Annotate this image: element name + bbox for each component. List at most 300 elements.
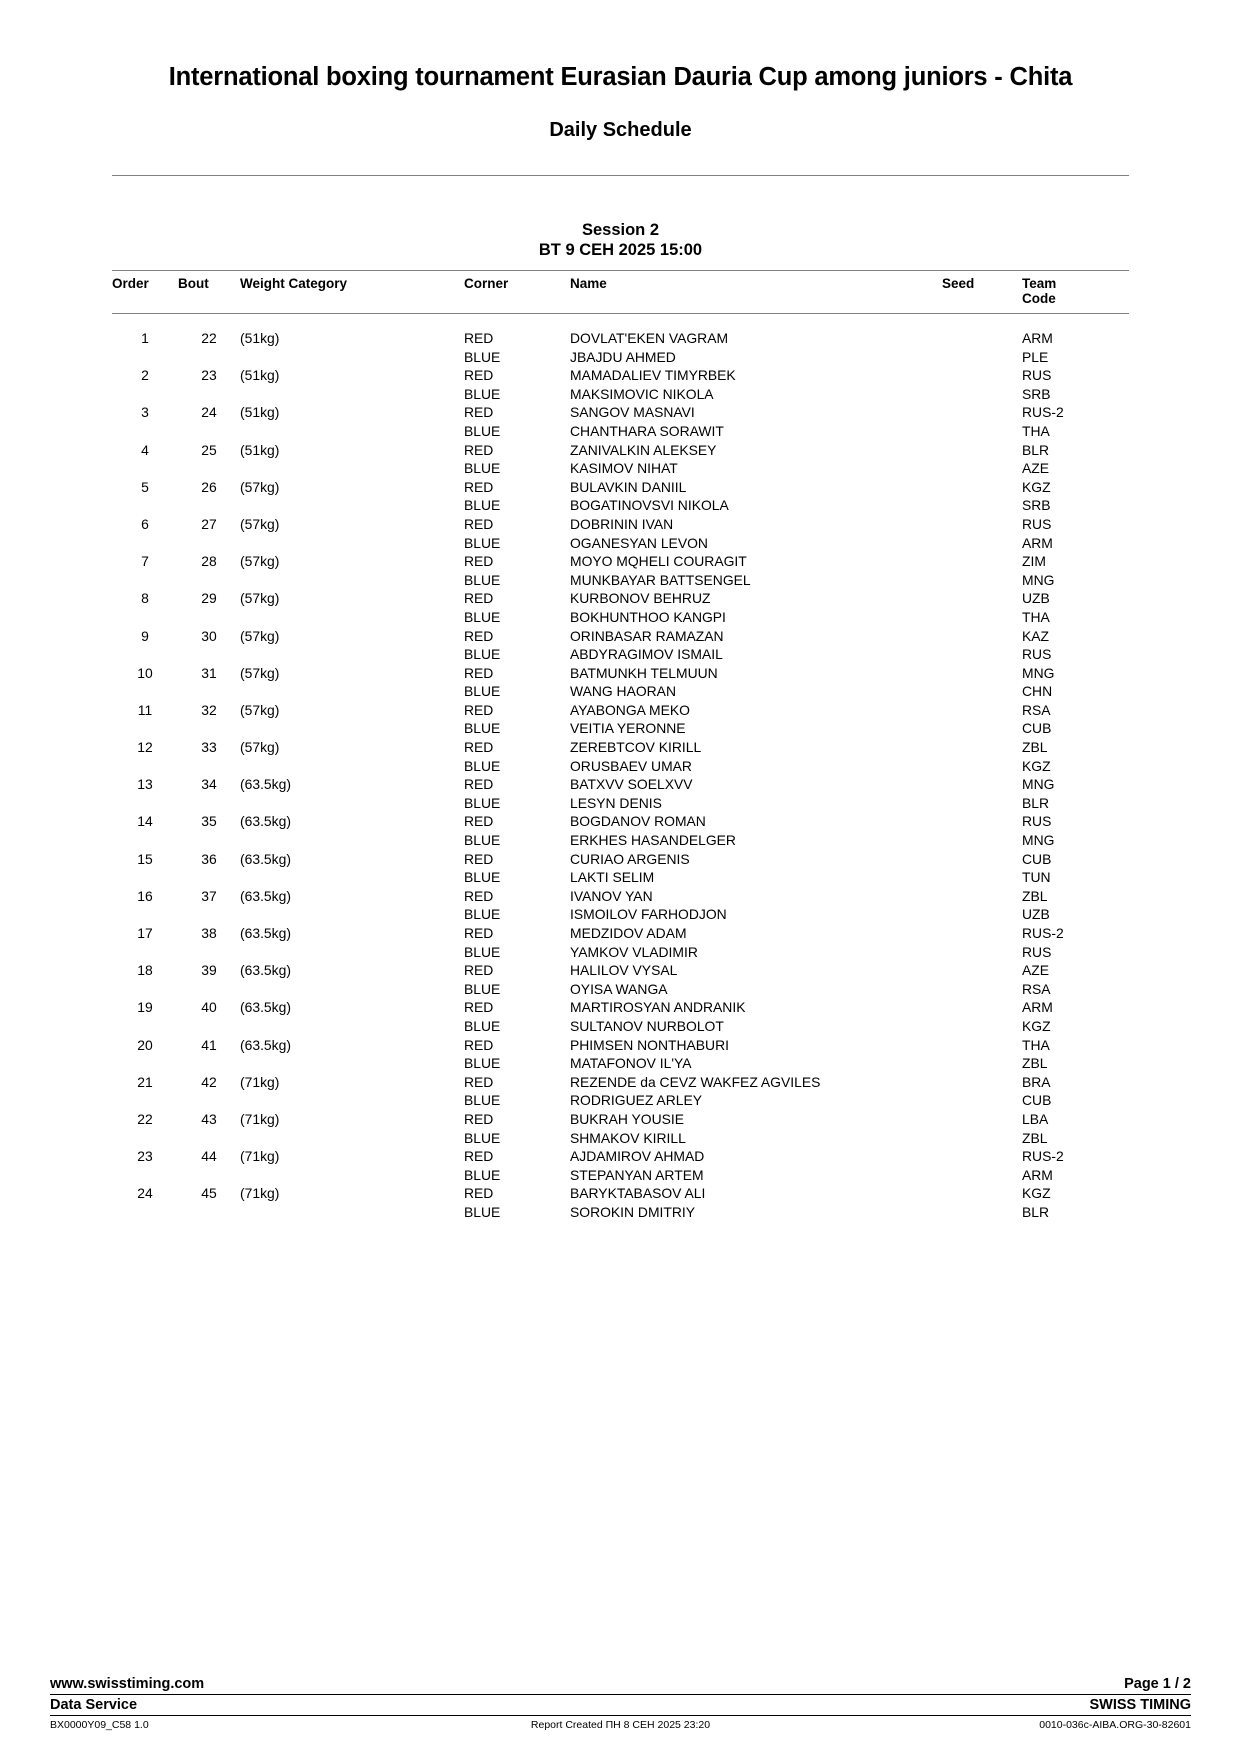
cell-team-code-blue: RSA	[1022, 980, 1051, 997]
cell-name-blue: RODRIGUEZ ARLEY	[570, 1092, 702, 1109]
cell-bout-red: 32	[201, 701, 217, 718]
cell-name	[570, 515, 942, 552]
cell-bout	[178, 664, 240, 701]
cell-name-blue: YAMKOV VLADIMIR	[570, 943, 698, 960]
cell-corner-red: RED	[464, 739, 494, 756]
cell-team-code-blue: RUS	[1022, 943, 1052, 960]
cell-weight-category	[240, 850, 464, 887]
cell-weight-category	[240, 812, 464, 849]
cell-seed	[942, 515, 1022, 552]
cell-corner	[464, 738, 570, 775]
cell-weight-category-red: (71kg)	[240, 1185, 280, 1202]
cell-corner-blue: BLUE	[464, 906, 501, 923]
cell-corner-blue: BLUE	[464, 1017, 501, 1034]
cell-weight-category	[240, 403, 464, 440]
cell-seed	[942, 1184, 1022, 1221]
cell-order	[112, 664, 178, 701]
cell-bout-red: 29	[201, 590, 217, 607]
cell-team-code	[1022, 1073, 1129, 1110]
footer-page-number: Page 1 / 2	[1124, 1676, 1191, 1692]
cell-name-red: KURBONOV BEHRUZ	[570, 590, 711, 607]
cell-weight-category	[240, 738, 464, 775]
table-row	[112, 515, 1129, 552]
table-row	[112, 998, 1129, 1035]
cell-name	[570, 366, 942, 403]
cell-seed	[942, 552, 1022, 589]
cell-bout-red: 43	[201, 1110, 217, 1127]
cell-corner	[464, 589, 570, 626]
cell-name-blue: BOGATINOVSVI NIKOLA	[570, 497, 729, 514]
cell-corner	[464, 701, 570, 738]
cell-order-red: 1	[141, 330, 149, 346]
cell-team-code-blue: AZE	[1022, 460, 1050, 477]
cell-order-red: 2	[141, 367, 149, 384]
cell-name-blue: WANG HAORAN	[570, 683, 676, 700]
cell-name-blue: ISMOILOV FARHODJON	[570, 906, 727, 923]
cell-corner-red: RED	[464, 330, 494, 346]
table-row	[112, 961, 1129, 998]
cell-bout	[178, 627, 240, 664]
cell-corner	[464, 1073, 570, 1110]
cell-order-red: 21	[137, 1073, 153, 1090]
cell-weight-category	[240, 664, 464, 701]
table-row	[112, 366, 1129, 403]
cell-team-code-blue: THA	[1022, 422, 1050, 439]
cell-order	[112, 924, 178, 961]
cell-weight-category	[240, 627, 464, 664]
cell-team-code-red: RUS-2	[1022, 404, 1064, 421]
cell-bout-red: 42	[201, 1073, 217, 1090]
cell-name	[570, 812, 942, 849]
cell-weight-category-red: (71kg)	[240, 1148, 280, 1165]
cell-name-red: BATMUNKH TELMUUN	[570, 664, 718, 681]
footer-report-created: Report Created ПН 8 СЕН 2025 23:20	[530, 1719, 711, 1731]
cell-weight-category	[240, 441, 464, 478]
cell-corner-red: RED	[464, 1036, 494, 1053]
cell-order	[112, 961, 178, 998]
cell-name-blue: JBAJDU AHMED	[570, 348, 676, 365]
cell-team-code	[1022, 1184, 1129, 1221]
cell-weight-category-red: (63.5kg)	[240, 962, 291, 979]
cell-order	[112, 478, 178, 515]
cell-name-red: BATXVV SOELXVV	[570, 776, 693, 793]
cell-weight-category-red: (57kg)	[240, 478, 280, 495]
cell-order-red: 23	[137, 1148, 153, 1165]
session-datetime: BT 9 СЕН 2025 15:00	[538, 241, 703, 259]
cell-name	[570, 478, 942, 515]
cell-seed	[942, 961, 1022, 998]
cell-bout-red: 27	[201, 515, 217, 532]
cell-weight-category-red: (63.5kg)	[240, 813, 291, 830]
cell-bout	[178, 812, 240, 849]
cell-seed	[942, 441, 1022, 478]
table-row	[112, 1147, 1129, 1184]
cell-team-code	[1022, 314, 1129, 367]
cell-corner-red: RED	[464, 553, 494, 570]
cell-name	[570, 627, 942, 664]
column-header-name: Name	[570, 271, 942, 314]
cell-order	[112, 701, 178, 738]
cell-team-code-blue: UZB	[1022, 906, 1050, 923]
cell-order-red: 24	[137, 1185, 153, 1202]
table-row	[112, 850, 1129, 887]
cell-name-blue: LAKTI SELIM	[570, 869, 655, 886]
cell-corner-red: RED	[464, 850, 494, 867]
cell-corner-red: RED	[464, 590, 494, 607]
cell-name	[570, 314, 942, 367]
cell-name	[570, 441, 942, 478]
cell-order-red: 14	[137, 813, 153, 830]
cell-seed	[942, 1073, 1022, 1110]
cell-team-code-red: KGZ	[1022, 1185, 1051, 1202]
cell-weight-category-red: (57kg)	[240, 739, 280, 756]
cell-bout-red: 35	[201, 813, 217, 830]
cell-bout	[178, 441, 240, 478]
cell-team-code-red: BLR	[1022, 441, 1050, 458]
cell-weight-category	[240, 1184, 464, 1221]
cell-corner	[464, 812, 570, 849]
table-body	[112, 314, 1129, 1222]
cell-order-red: 18	[137, 962, 153, 979]
cell-name-blue: KASIMOV NIHAT	[570, 460, 678, 477]
cell-order-red: 9	[141, 627, 149, 644]
column-header-corner: Corner	[464, 271, 570, 314]
cell-team-code	[1022, 552, 1129, 589]
cell-corner-red: RED	[464, 1185, 494, 1202]
cell-corner-red: RED	[464, 813, 494, 830]
cell-order-red: 20	[137, 1036, 153, 1053]
cell-corner-red: RED	[464, 367, 494, 384]
cell-seed-blue	[942, 1054, 1022, 1073]
cell-team-code-red: AZE	[1022, 962, 1050, 979]
cell-seed-blue	[942, 1091, 1022, 1110]
cell-corner-blue: BLUE	[464, 1092, 501, 1109]
cell-corner	[464, 887, 570, 924]
cell-team-code-red: ZIM	[1022, 553, 1046, 570]
cell-bout	[178, 1184, 240, 1221]
cell-order	[112, 441, 178, 478]
cell-name-red: BULAVKIN DANIIL	[570, 478, 687, 495]
cell-corner-red: RED	[464, 887, 494, 904]
cell-seed	[942, 998, 1022, 1035]
cell-corner-blue: BLUE	[464, 720, 501, 737]
cell-bout	[178, 850, 240, 887]
cell-corner-red: RED	[464, 664, 494, 681]
cell-team-code-red: ZBL	[1022, 887, 1048, 904]
cell-corner-blue: BLUE	[464, 683, 501, 700]
cell-seed-blue	[942, 943, 1022, 962]
cell-order-red: 17	[137, 925, 153, 941]
cell-corner-red: RED	[464, 1110, 494, 1127]
cell-name	[570, 998, 942, 1035]
cell-weight-category	[240, 1110, 464, 1147]
cell-bout	[178, 403, 240, 440]
cell-weight-category-red: (57kg)	[240, 515, 280, 532]
cell-weight-category	[240, 924, 464, 961]
cell-order-red: 16	[137, 887, 153, 904]
cell-name-blue: ORUSBAEV UMAR	[570, 757, 692, 774]
cell-name	[570, 589, 942, 626]
cell-seed-blue	[942, 868, 1022, 887]
cell-name	[570, 1110, 942, 1147]
header-divider	[112, 175, 1129, 176]
cell-order-red: 6	[141, 515, 149, 532]
cell-order	[112, 366, 178, 403]
cell-corner-red: RED	[464, 925, 494, 941]
cell-weight-category	[240, 1147, 464, 1184]
column-header-team-code-line2: Code	[1022, 291, 1056, 306]
cell-corner-blue: BLUE	[464, 497, 501, 514]
cell-weight-category	[240, 552, 464, 589]
cell-order-red: 12	[137, 739, 153, 756]
cell-bout-red: 38	[201, 925, 217, 941]
cell-order	[112, 850, 178, 887]
cell-team-code-blue: TUN	[1022, 869, 1051, 886]
cell-seed-blue	[942, 905, 1022, 924]
cell-order-red: 8	[141, 590, 149, 607]
cell-corner-blue: BLUE	[464, 943, 501, 960]
cell-bout-red: 31	[201, 664, 217, 681]
cell-bout-red: 33	[201, 739, 217, 756]
cell-weight-category	[240, 998, 464, 1035]
cell-weight-category-red: (51kg)	[240, 404, 280, 421]
cell-corner-blue: BLUE	[464, 460, 501, 477]
cell-team-code-red: ARM	[1022, 330, 1053, 346]
cell-team-code-blue: PLE	[1022, 348, 1049, 365]
cell-weight-category-red: (63.5kg)	[240, 850, 291, 867]
cell-corner-blue: BLUE	[464, 1055, 501, 1072]
cell-name-blue: LESYN DENIS	[570, 794, 662, 811]
cell-corner	[464, 1147, 570, 1184]
cell-bout-red: 30	[201, 627, 217, 644]
table-row	[112, 1184, 1129, 1221]
cell-weight-category	[240, 589, 464, 626]
cell-order-red: 13	[137, 776, 153, 793]
cell-name-blue: SULTANOV NURBOLOT	[570, 1017, 724, 1034]
cell-bout-red: 22	[201, 330, 217, 346]
table-row	[112, 1036, 1129, 1073]
cell-name-red: BOGDANOV ROMAN	[570, 813, 706, 830]
table-header	[112, 271, 1129, 314]
cell-seed-blue	[942, 348, 1022, 367]
cell-seed	[942, 738, 1022, 775]
cell-team-code-red: RUS	[1022, 515, 1052, 532]
cell-name-blue: BOKHUNTHOO KANGPI	[570, 608, 726, 625]
page-footer	[50, 1676, 1191, 1731]
cell-name	[570, 1073, 942, 1110]
table-row	[112, 664, 1129, 701]
cell-order	[112, 314, 178, 367]
cell-team-code-red: RUS	[1022, 367, 1052, 384]
cell-bout-red: 28	[201, 553, 217, 570]
cell-seed-blue	[942, 794, 1022, 813]
cell-name-red: ZEREBTCOV KIRILL	[570, 739, 702, 756]
cell-team-code-blue: MNG	[1022, 571, 1055, 588]
cell-order	[112, 589, 178, 626]
cell-bout	[178, 924, 240, 961]
cell-corner-red: RED	[464, 776, 494, 793]
cell-seed	[942, 924, 1022, 961]
cell-name-red: IVANOV YAN	[570, 887, 653, 904]
cell-corner-blue: BLUE	[464, 869, 501, 886]
cell-order	[112, 812, 178, 849]
cell-team-code	[1022, 478, 1129, 515]
cell-team-code-blue: MNG	[1022, 832, 1055, 849]
session-block	[0, 220, 1241, 261]
table-header-row	[112, 271, 1129, 314]
cell-corner-red: RED	[464, 627, 494, 644]
cell-team-code	[1022, 924, 1129, 961]
cell-team-code-blue: BLR	[1022, 794, 1050, 811]
cell-name-red: DOBRININ IVAN	[570, 515, 674, 532]
cell-team-code	[1022, 812, 1129, 849]
footer-document-id: 0010-036c-AIBA.ORG-30-82601	[1039, 1719, 1191, 1731]
cell-bout	[178, 998, 240, 1035]
cell-weight-category-red: (63.5kg)	[240, 1036, 291, 1053]
cell-corner-red: RED	[464, 1073, 494, 1090]
cell-bout	[178, 887, 240, 924]
cell-name	[570, 701, 942, 738]
cell-corner-red: RED	[464, 478, 494, 495]
cell-seed-blue	[942, 459, 1022, 478]
cell-bout-red: 45	[201, 1185, 217, 1202]
cell-team-code-red: ARM	[1022, 999, 1053, 1016]
cell-bout-red: 25	[201, 441, 217, 458]
cell-weight-category-red: (57kg)	[240, 553, 280, 570]
cell-order-red: 15	[137, 850, 153, 867]
cell-seed	[942, 1110, 1022, 1147]
cell-name-red: CURIAO ARGENIS	[570, 850, 690, 867]
cell-name-red: PHIMSEN NONTHABURI	[570, 1036, 729, 1053]
cell-corner	[464, 1184, 570, 1221]
table-row	[112, 627, 1129, 664]
cell-corner-red: RED	[464, 515, 494, 532]
cell-name	[570, 961, 942, 998]
cell-seed-blue	[942, 422, 1022, 441]
cell-bout	[178, 775, 240, 812]
cell-team-code	[1022, 441, 1129, 478]
cell-corner-blue: BLUE	[464, 1203, 501, 1220]
cell-name	[570, 850, 942, 887]
cell-team-code	[1022, 738, 1129, 775]
cell-weight-category	[240, 1036, 464, 1073]
cell-corner-blue: BLUE	[464, 348, 501, 365]
cell-bout-red: 26	[201, 478, 217, 495]
cell-seed	[942, 478, 1022, 515]
cell-name-blue: ABDYRAGIMOV ISMAIL	[570, 646, 723, 663]
cell-corner	[464, 515, 570, 552]
cell-bout	[178, 701, 240, 738]
cell-bout-red: 36	[201, 850, 217, 867]
cell-bout	[178, 478, 240, 515]
cell-corner	[464, 1036, 570, 1073]
footer-middle-row	[50, 1695, 1191, 1715]
cell-name-blue: STEPANYAN ARTEM	[570, 1166, 704, 1183]
cell-order	[112, 1036, 178, 1073]
cell-corner	[464, 441, 570, 478]
cell-name	[570, 924, 942, 961]
cell-weight-category-red: (57kg)	[240, 701, 280, 718]
cell-bout	[178, 314, 240, 367]
cell-seed	[942, 775, 1022, 812]
cell-team-code-red: KGZ	[1022, 478, 1051, 495]
cell-name	[570, 738, 942, 775]
cell-seed	[942, 627, 1022, 664]
cell-corner	[464, 775, 570, 812]
cell-order	[112, 1073, 178, 1110]
cell-team-code	[1022, 366, 1129, 403]
cell-seed	[942, 1147, 1022, 1184]
cell-bout-red: 37	[201, 887, 217, 904]
cell-name-red: HALILOV VYSAL	[570, 962, 678, 979]
cell-order	[112, 552, 178, 589]
footer-report-code: BX0000Y09_C58 1.0	[50, 1719, 149, 1731]
cell-corner-blue: BLUE	[464, 794, 501, 811]
cell-corner	[464, 478, 570, 515]
cell-weight-category-red: (51kg)	[240, 367, 280, 384]
cell-corner-blue: BLUE	[464, 646, 501, 663]
cell-team-code-blue: CUB	[1022, 720, 1052, 737]
cell-team-code	[1022, 961, 1129, 998]
column-header-weight-category: Weight Category	[240, 271, 464, 314]
cell-team-code	[1022, 1147, 1129, 1184]
cell-seed	[942, 366, 1022, 403]
cell-seed-blue	[942, 534, 1022, 553]
cell-name-blue: MATAFONOV IL'YA	[570, 1055, 692, 1072]
cell-seed	[942, 701, 1022, 738]
cell-name-blue: VEITIA YERONNE	[570, 720, 686, 737]
cell-seed-blue	[942, 831, 1022, 850]
cell-name-red: MOYO MQHELI COURAGIT	[570, 553, 747, 570]
page-subtitle: Daily Schedule	[549, 119, 692, 141]
cell-bout-red: 39	[201, 962, 217, 979]
cell-weight-category-red: (63.5kg)	[240, 887, 291, 904]
cell-team-code	[1022, 701, 1129, 738]
cell-seed-blue	[942, 1166, 1022, 1185]
cell-bout	[178, 1073, 240, 1110]
table-row	[112, 478, 1129, 515]
cell-weight-category	[240, 478, 464, 515]
cell-name	[570, 1036, 942, 1073]
cell-name-red: BARYKTABASOV ALI	[570, 1185, 706, 1202]
cell-corner-red: RED	[464, 404, 494, 421]
cell-weight-category	[240, 775, 464, 812]
cell-weight-category-red: (51kg)	[240, 330, 280, 346]
cell-name-red: MEDZIDOV ADAM	[570, 925, 687, 941]
cell-name-red: MARTIROSYAN ANDRANIK	[570, 999, 746, 1016]
table-row	[112, 924, 1129, 961]
cell-name-blue: MUNKBAYAR BATTSENGEL	[570, 571, 751, 588]
cell-team-code-blue: ZBL	[1022, 1129, 1048, 1146]
cell-team-code-red: CUB	[1022, 850, 1052, 867]
cell-seed	[942, 887, 1022, 924]
cell-team-code-red: RUS	[1022, 813, 1052, 830]
cell-order	[112, 627, 178, 664]
cell-team-code	[1022, 1036, 1129, 1073]
cell-name-red: BUKRAH YOUSIE	[570, 1110, 684, 1127]
cell-order-red: 11	[137, 701, 153, 718]
cell-weight-category	[240, 366, 464, 403]
cell-name-blue: SOROKIN DMITRIY	[570, 1203, 696, 1220]
cell-seed-blue	[942, 1017, 1022, 1036]
cell-seed-blue	[942, 1129, 1022, 1148]
cell-name-red: AYABONGA MEKO	[570, 701, 690, 718]
cell-corner	[464, 627, 570, 664]
table-row	[112, 812, 1129, 849]
footer-website[interactable]: www.swisstiming.com	[50, 1676, 205, 1692]
cell-order	[112, 998, 178, 1035]
table-row	[112, 1073, 1129, 1110]
